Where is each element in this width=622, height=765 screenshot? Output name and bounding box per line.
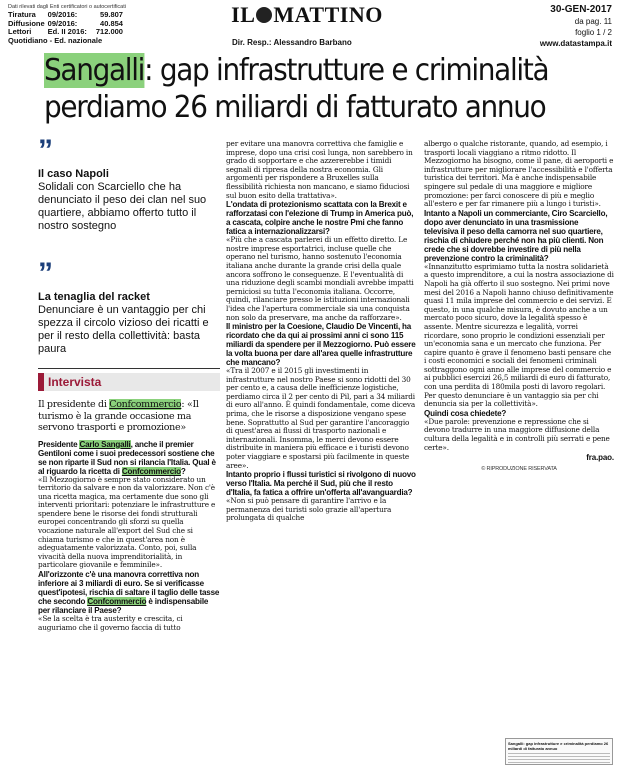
interview-question: Intanto proprio i flussi turistici si rivolgono di nuovo verso l'Italia. Ma perché il Sud, più che il resto d'Italia, fa fatica a offrire un'offerta all'avanguardia? bbox=[226, 470, 416, 498]
stats-label: Diffusione bbox=[8, 18, 45, 28]
pullquote-text: Solidali con Scarciello che ha denunciato il peso dei clan nel suo quartiere, abbiamo offerto tutto il nostro sostegno bbox=[38, 181, 207, 232]
page-ref: da pag. 11 bbox=[574, 17, 612, 26]
right-column bbox=[424, 140, 614, 473]
author-signature: fra.pao. bbox=[586, 453, 614, 463]
article-headline bbox=[44, 52, 574, 126]
circulation-stats bbox=[8, 4, 198, 45]
question-text: ? bbox=[180, 466, 186, 476]
masthead-left: IL bbox=[231, 2, 256, 27]
edition-label: Quotidiano - Ed. nazionale bbox=[8, 35, 103, 45]
thumbnail-title: Sangalli: gap infrastrutture e criminalità perdiamo 26 miliardi di fatturato annuo bbox=[508, 741, 609, 751]
deck-text: Il presidente di bbox=[38, 399, 110, 410]
headline-line-1 bbox=[44, 52, 574, 89]
question-text: , anche il premier Gentiloni come i suoi predecessori sostiene che se non riparte il Sud non si rilancia l'Italia. Qual è al riguardo la ricetta di bbox=[38, 439, 216, 476]
page-thumbnail[interactable] bbox=[505, 738, 613, 765]
stats-note: Dati rilevati dagli Enti certificatori o autocertificati bbox=[8, 4, 126, 10]
stats-table bbox=[8, 11, 126, 45]
headline-line-2: perdiamo 26 miliardi di fatturato annuo bbox=[44, 90, 546, 125]
copyright-notice: © RIPRODUZIONE RISERVATA bbox=[481, 465, 557, 472]
organization-link[interactable]: Confcommercio bbox=[87, 597, 147, 607]
publication-date: 30-GEN-2017 bbox=[550, 4, 612, 15]
article-deck bbox=[38, 399, 220, 434]
stats-label: Lettori bbox=[8, 27, 32, 37]
interview-question: Intanto a Napoli un commerciante, Ciro Scarciello, dopo aver denunciato in una trasmissione televisiva il peso della camorra nel suo quartiere, rischia di chiudere perché non ha più clienti. Non crede che si dovrebbe investire di più nella prevenzione contro la criminalità? bbox=[424, 208, 608, 263]
newspaper-masthead bbox=[212, 2, 402, 28]
stats-value: 40.854 bbox=[100, 18, 123, 28]
headline-highlight: Sangalli bbox=[44, 53, 145, 88]
interview-question: L'ondata di protezionismo scattata con la Brexit e rafforzatasi con l'elezione di Trump in America può, a cascata, colpire anche le nostre Pmi che fanno fatica a internazionalizzarsi? bbox=[226, 200, 414, 237]
interview-answer: «Se la scelta è tra austerity e crescita, ci auguriamo che il governo faccia di tutto bbox=[38, 614, 183, 632]
pullquote-kicker: La tenaglia del racket bbox=[38, 291, 150, 303]
pullquote-kicker: Il caso Napoli bbox=[38, 168, 109, 180]
interview-question bbox=[38, 440, 220, 476]
interview-answer: albergo o qualche ristorante, quando, ad esempio, i trasporti locali viaggiano a ritmo ridotto. Il Mezzogiorno ha bisogno, come il pane, di aeroporti e infrastrutture per migliorare l'accessibilità e l'offerta turistica dei territori. Ma è anche indispensabile spingere sul pedale di una maggiore e migliore promozione: per farci conoscere di più e meglio all'estero e per far rimanere più a lungo i turisti». bbox=[424, 139, 614, 209]
publication-info bbox=[540, 4, 612, 49]
interview-answer: «Il Mezzogiorno è sempre stato considerato un territorio da salvare e non da valorizzare. Non c'è una ricetta magica, ma certamente due sono gli interventi prioritari: potenziare le infrastrutture e spendere bene le risorse dei fondi strutturali europei concentrando gli sforzi su quella vocazione naturale all'export del Sud che si chiama turismo e che in quest'area non è adeguatamente valorizzata. Conto, poi, sulla vivacità della nuova imprenditorialità, in particolare giovanile e femminile». bbox=[38, 474, 216, 570]
stats-value: 712.000 bbox=[95, 27, 123, 37]
sheet-ref: foglio 1 / 2 bbox=[575, 28, 612, 37]
interview-answer: per evitare una manovra correttiva che famiglie e imprese, dopo una crisi così lunga, non sarebbero in grado di sopportare e che azzererebbe i timidi segnali di ripresa della nostra economia. Gli argomenti per rispondere a Bruxelles sulla flessibilità richiesta non mancano, e siamo fiduciosi sul buon esito della trattativa». bbox=[226, 139, 413, 200]
question-text: All'orizzonte c'è una manovra correttiva non inferiore ai 3 miliardi di euro. Se si verificasse quest'ipotesi, rischia di saltare il taglio delle tasse che secondo bbox=[38, 570, 220, 607]
stats-period: Ed. II 2016: bbox=[47, 27, 87, 37]
organization-link[interactable]: Confcommercio bbox=[121, 466, 181, 476]
interview-answer: «Non si può pensare di garantire l'arrivo e la permanenza dei turisti solo grazie all'apertura prolungata di qualche bbox=[226, 496, 392, 523]
interview-question bbox=[38, 570, 220, 615]
masthead-right: MATTINO bbox=[273, 2, 383, 27]
stats-row bbox=[8, 37, 126, 46]
interview-question: Quindi cosa chiedete? bbox=[424, 408, 507, 418]
interview-answer: «Più che a cascata parlerei di un effetto diretto. Le nostre imprese esportatrici, incluse quelle che operano nel turismo, hanno sostenuto l'economia italiana anche durante la grande crisi della quale ancora soffrono le conseguenze. E l'eventualità di una riduzione degli scambi mondiali avrebbe impatti perniciosi su tutta l'economia italiana. Occorre, quindi, rilanciare presso le istituzioni internazionali l'idea che l'apertura commerciale sia una conquista non solo da preservare, ma anche da rafforzare». bbox=[226, 235, 414, 322]
question-text: Presidente bbox=[38, 439, 80, 449]
section-label: Intervista bbox=[38, 373, 220, 391]
interview-answer: «Due parole: prevenzione e repressione che si devono tradurre in una maggiore diffusione della cultura della legalità e in controlli più serrati e pene certe». bbox=[424, 416, 610, 452]
organization-link[interactable]: Confcommercio bbox=[109, 399, 182, 410]
left-column bbox=[38, 134, 220, 632]
thumbnail-text-lines bbox=[508, 753, 610, 765]
stats-value: 59.807 bbox=[100, 10, 123, 19]
quote-mark-icon: ” bbox=[38, 134, 51, 167]
interview-question: Il ministro per la Coesione, Claudio De Vincenti, ha ricordato che da qui ai prossimi anni ci sono 115 miliardi da spendere per il Mezzogiorno. Può essere la volta buona per dare all'area quelle infrastrutture che mancano? bbox=[226, 322, 416, 368]
stats-period: 09/2016: bbox=[47, 10, 78, 19]
interview-answer: «Innanzitutto esprimiamo tutta la nostra solidarietà a questo imprenditore, a cui la nostra associazione di Napoli ha già offerto il suo sostegno. Nei primi nove mesi del 2016 a Napoli hanno chiuso definitivamente quasi 11 mila imprese del commercio e dei servizi. E questo, in una qualche misura, è dovuto anche a un mercato poco sicuro, dove la legalità spesso è assente. Mentre sicurezza e legalità, vorrei ricordare, sono proprio le condizioni essenziali per un'economia sana e un mercato che funziona. Per capire quanto è grave il fenomeno basti pensare che i costi economici e sociali dei fenomeni criminali sottraggono ogni anno alle imprese del commercio e ai pubblici esercizi 26,5 miliardi di euro di fatturato, con una perdita di 180mila posti di lavoro regolari. Per questo denunciare è un vantaggio sia per chi denuncia sia per la collettività». bbox=[424, 261, 614, 409]
deck-text: : «Il turismo è la grande occasione ma servono trasporti e promozione» bbox=[38, 399, 199, 433]
stats-label: Tiratura bbox=[8, 10, 36, 19]
article-body bbox=[38, 440, 220, 633]
person-link[interactable]: Carlo Sangalli bbox=[79, 439, 131, 449]
interview-answer: «Tra il 2007 e il 2015 gli investimenti in infrastrutture nel nostro Paese si sono ridotti del 30 per cento e, a causa delle inefficienze logistiche, perdiamo circa il 2 per cento di Pil, pari a 34 miliardi di euro all'anno. È quindi fondamentale, come diceva prima, che le risorse a disposizione vengano spese bene. Soprattutto al Sud per garantire l'ancoraggio di quest'area ai flussi di trasporto nazionali e internazionali. Insomma, le merci devono essere distribuite in maniera più efficace e i turisti devono poter viaggiare e spostarsi più facilmente in queste aree». bbox=[226, 366, 416, 470]
director-line: Dir. Resp.: Alessandro Barbano bbox=[232, 38, 352, 47]
question-text: è indispensabile per rilanciare il Paese? bbox=[38, 597, 209, 616]
headline-line1-text: : gap infrastrutture e criminalità bbox=[144, 53, 549, 88]
stats-period: 09/2016: bbox=[47, 18, 78, 28]
pullquote-text: Denunciare è un vantaggio per chi spezza il circolo vizioso dei ricatti e per il resto della collettività: basta paura bbox=[38, 304, 209, 355]
quote-mark-icon: ” bbox=[38, 257, 51, 290]
section-divider bbox=[38, 368, 220, 369]
middle-column bbox=[226, 140, 416, 523]
source-site: www.datastampa.it bbox=[539, 39, 612, 48]
masthead-emblem-icon bbox=[256, 7, 272, 23]
